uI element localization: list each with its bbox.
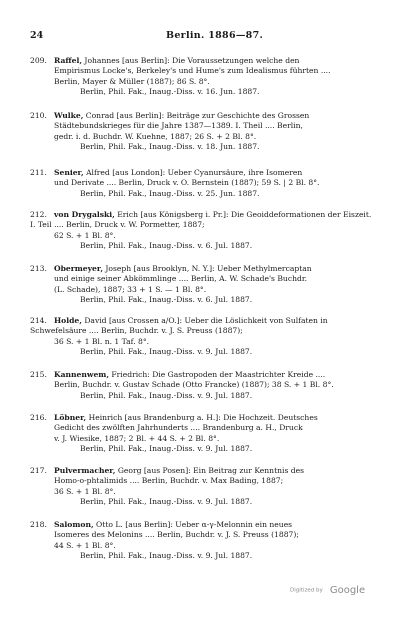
- entry-number: 215.: [30, 370, 47, 379]
- entry-210: [30, 111, 372, 152]
- entry-text: Otto L. [aus Berlin]: Ueber α-γ-Melonnin ein neues: [96, 520, 293, 529]
- dissertation-note: Berlin, Phil. Fak., Inaug.-Diss. v. 9. Jul. 1887.: [80, 550, 253, 560]
- entry-215: [30, 370, 372, 401]
- entry-211: [30, 168, 372, 199]
- digitized-watermark: [290, 580, 380, 594]
- dissertation-note: Berlin, Phil. Fak., Inaug.-Diss. v. 6. Jul. 1887.: [80, 294, 253, 304]
- entry-text: Joseph [aus Brooklyn, N. Y.]: Ueber Methylmercaptan: [105, 264, 312, 273]
- dissertation-note: Berlin, Phil. Fak., Inaug.-Diss. v. 9. Jul. 1887.: [80, 390, 253, 400]
- dissertation-note: Berlin, Phil. Fak., Inaug.-Diss. v. 18. Jun. 1887.: [80, 141, 260, 151]
- watermark-prefix: Digitized by: [290, 587, 323, 594]
- entry-number: 217.: [30, 466, 47, 475]
- entry-text: Alfred [aus London]: Ueber Cyanursäure, ihre Isomeren: [86, 168, 303, 177]
- entry-216: [30, 413, 372, 454]
- entry-text: Conrad [aus Berlin]: Beiträge zur Geschichte des Grossen: [85, 111, 310, 120]
- dissertation-note: Berlin, Phil. Fak., Inaug.-Diss. v. 9. Jul. 1887.: [80, 496, 253, 506]
- author-surname: Wulke,: [54, 111, 84, 120]
- entry-text: v. J. Wiesike, 1887; 2 Bl. + 44 S. + 2 Bl. 8°.: [54, 433, 220, 443]
- entry-text: gedr. i. d. Buchdr. W. Kuehne, 1887; 26 S. + 2 Bl. 8°.: [54, 131, 257, 141]
- entry-text: Empirismus Locke's, Berkeley's und Hume's zum Idealismus führten ....: [54, 66, 331, 76]
- dissertation-note: Berlin, Phil. Fak., Inaug.-Diss. v. 9. Jul. 1887.: [80, 443, 253, 453]
- entry-text: Friedrich: Die Gastropoden der Maastrichter Kreide ....: [111, 370, 326, 379]
- entry-212: [30, 210, 372, 251]
- entry-number: 214.: [30, 316, 47, 325]
- entry-214: [30, 316, 372, 357]
- author-surname: Senier,: [54, 168, 84, 177]
- entry-text: Homo-o-phtalimids .... Berlin, Buchdr. v. Max Bading, 1887;: [54, 476, 284, 486]
- entry-number: 209.: [30, 56, 47, 65]
- entry-text: Johannes [aus Berlin]: Die Voraussetzungen welche den: [84, 56, 300, 65]
- author-surname: Pulvermacher,: [54, 466, 116, 475]
- author-surname: Obermeyer,: [54, 264, 103, 273]
- entry-217: [30, 466, 372, 507]
- entry-text: 36 S. + 1 Bl. 8°.: [54, 486, 116, 496]
- entry-text: Berlin, Mayer & Müller (1887); 86 S. 8°.: [54, 76, 210, 86]
- running-header: [30, 30, 370, 44]
- entry-213: [30, 264, 372, 305]
- entry-number: 211.: [30, 168, 47, 177]
- entry-text: 36 S. + 1 Bl. n. 1 Taf. 8°.: [54, 336, 150, 346]
- entry-number: 213.: [30, 264, 47, 273]
- entry-text: Heinrich [aus Brandenburg a. H.]: Die Hochzeit. Deutsches: [88, 413, 318, 422]
- entry-218: [30, 520, 372, 561]
- entry-number: 218.: [30, 520, 47, 529]
- entry-text: und Derivate .... Berlin, Druck v. O. Bernstein (1887); 59 S. | 2 Bl. 8°.: [54, 178, 320, 188]
- author-surname: Kannenwem,: [54, 370, 109, 379]
- entry-number: 210.: [30, 111, 47, 120]
- entry-text: Gedicht des zwölften Jahrhunderts .... Brandenburg a. H., Druck: [54, 423, 303, 433]
- entry-text: 44 S. + 1 Bl. 8°.: [54, 540, 116, 550]
- entry-text: 62 S. + 1 Bl. 8°.: [54, 230, 116, 240]
- page-number: 24: [30, 30, 44, 41]
- entry-number: 216.: [30, 413, 47, 422]
- entry-text: Berlin, Buchdr. v. Gustav Schade (Otto Francke) (1887); 38 S. + 1 Bl. 8°.: [54, 380, 334, 390]
- entry-number: 212.: [30, 210, 47, 219]
- author-surname: Raffel,: [54, 56, 82, 65]
- entry-text: Erich [aus Königsberg i. Pr.]: Die Geoiddeformationen der Eiszeit. I. Teil .... Berlin, Druck v. W. Pormetter, 1887;: [30, 210, 372, 230]
- dissertation-note: Berlin, Phil. Fak., Inaug.-Diss. v. 6. Jul. 1887.: [80, 240, 253, 250]
- entry-text: Isomeres des Melonins .... Berlin, Buchdr. v. J. S. Preuss (1887);: [54, 530, 299, 540]
- entry-209: [30, 56, 372, 97]
- author-surname: Löbner,: [54, 413, 87, 422]
- author-surname: Holde,: [54, 316, 82, 325]
- page-title: Berlin. 1886—87.: [166, 30, 264, 41]
- entry-text: Städtebundskrieges für die Jahre 1387—1389. I. Theil .... Berlin,: [54, 121, 303, 131]
- author-surname: von Drygalski,: [54, 210, 115, 219]
- dissertation-note: Berlin, Phil. Fak., Inaug.-Diss. v. 9. Jul. 1887.: [80, 346, 253, 356]
- entry-text: David [aus Crossen a/O.]: Ueber die Löslichkeit von Sulfaten in Schwefelsäure .... Berlin, Buchdr. v. J. S. Preuss (1887);: [30, 316, 328, 336]
- entry-text: Georg [aus Posen]: Ein Beitrag zur Kenntnis des: [117, 466, 305, 475]
- author-surname: Salomon,: [54, 520, 94, 529]
- entry-text: (L. Schade), 1887; 33 + 1 S. — 1 Bl. 8°.: [54, 284, 207, 294]
- dissertation-note: Berlin, Phil. Fak., Inaug.-Diss. v. 25. Jun. 1887.: [80, 188, 260, 198]
- dissertation-note: Berlin, Phil. Fak., Inaug.-Diss. v. 16. Jun. 1887.: [80, 86, 260, 96]
- watermark-brand: Google: [329, 585, 366, 596]
- entry-text: und einige seiner Abkömmlinge .... Berlin, A. W. Schade's Buchdr.: [54, 274, 308, 284]
